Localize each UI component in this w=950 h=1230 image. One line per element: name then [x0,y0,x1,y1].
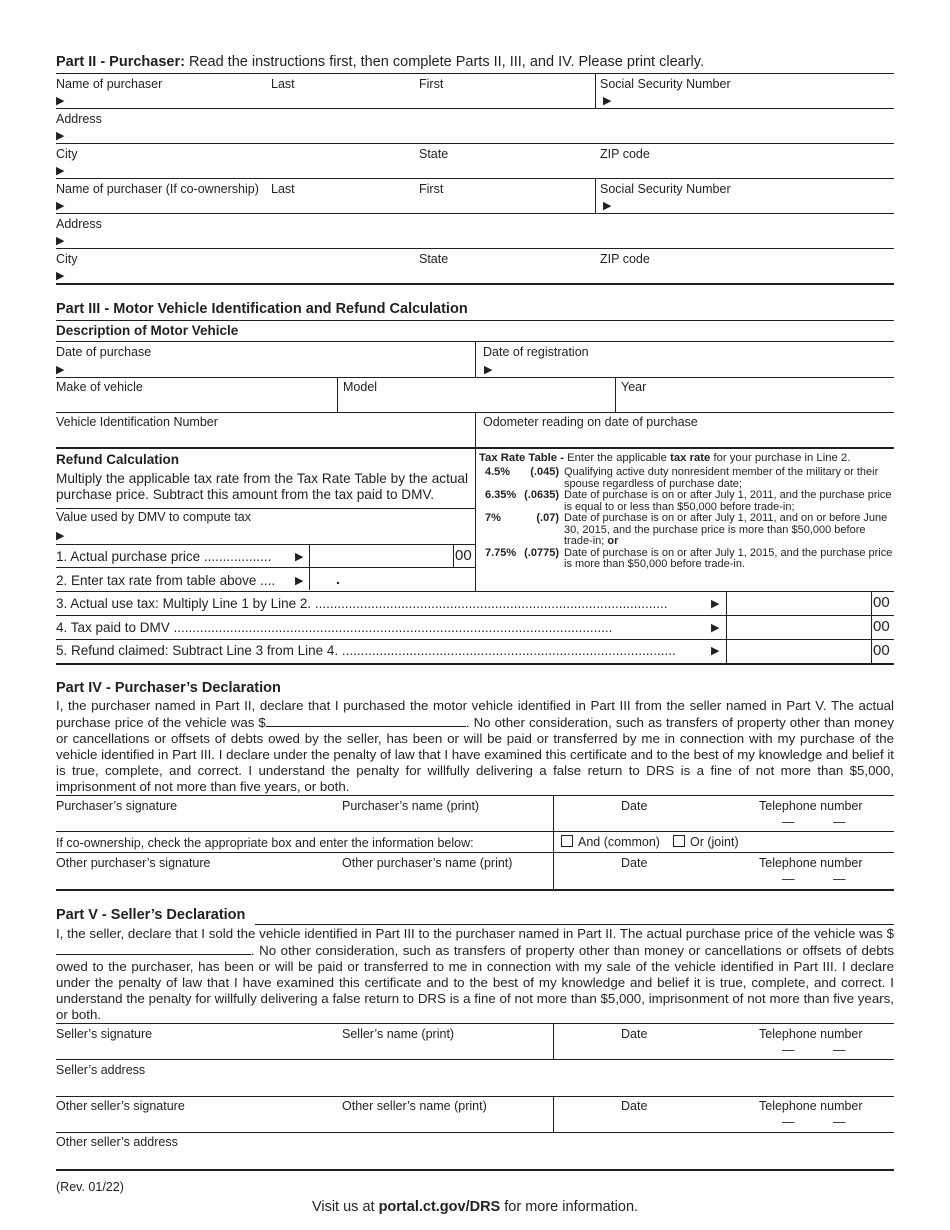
address-label: Address [56,217,102,231]
date-label: Date [621,799,648,813]
tax-rate-description-text: Date of purchase is on or after July 1, 2015, and the purchase price is more than $50,000 before trade-in. [564,546,893,570]
tax-rate-row [485,490,895,513]
tax-rate-decimal: (.0635) [524,489,559,501]
zip-label: ZIP code [600,147,650,161]
coowner-name-field[interactable] [74,195,589,212]
other-purchaser-name-label: Other purchaser’s name (print) [342,856,513,870]
other-purchaser-signature-field[interactable] [56,870,546,886]
year-label: Year [621,380,647,394]
divider [56,795,894,796]
line3-cents: 00 [873,594,890,611]
city-label: City [56,252,78,266]
footer-visit-b: for more information. [504,1199,639,1215]
ssn-label: Social Security Number [600,77,731,91]
refund-title: Refund Calculation [56,452,180,467]
part5-text-a: I, the seller, declare that I sold the vehicle identified in Part III to the purchaser named in Part II. The actual purchase price of the vehicle was $ [56,926,894,941]
divider [56,447,894,449]
divider [56,591,894,592]
last-name-label: Last [271,182,295,196]
coowner-address-field[interactable] [74,230,889,247]
or-joint-label: Or (joint) [690,835,739,849]
line4-cents: 00 [873,618,890,635]
phone-dash: — [833,815,846,829]
arrow-icon: ▶ [56,530,65,542]
arrow-icon: ▶ [56,364,65,376]
arrow-icon: ▶ [295,575,304,587]
arrow-icon: ▶ [56,200,65,212]
divider [553,796,554,831]
other-seller-address-label: Other seller’s address [56,1135,178,1149]
coowner-ssn-field[interactable] [620,195,890,212]
date-of-registration-label: Date of registration [483,345,589,359]
divider [56,73,894,74]
purchaser-city-field[interactable] [74,160,889,177]
divider [56,213,894,214]
tax-rate-description-text: Date of purchase is on or after July 1, 2011, and the purchase price is equal to or less than $50,000 before trade-in; [564,489,892,513]
tax-rate-percent: 7% [485,512,501,524]
line4-label: 4. Tax paid to DMV ..................................................................................................................... [56,620,613,635]
coowner-city-field[interactable] [74,265,889,282]
divider [56,639,894,640]
tax-rate-list [479,467,895,571]
seller-signature-field[interactable] [56,1041,546,1057]
footer-url-link[interactable]: portal.ct.gov/DRS [378,1199,501,1215]
divider [553,832,554,889]
line1-cents: 00 [455,547,472,564]
model-label: Model [343,380,378,394]
divider [553,1024,554,1059]
arrow-icon: ▶ [603,200,612,212]
vin-field[interactable] [56,430,470,446]
divider [56,143,894,144]
part4-title: Part IV - Purchaser’s Declaration [56,680,281,696]
odometer-field[interactable] [483,430,889,446]
divider [56,508,475,509]
tax-rate-row [485,467,895,490]
divider [453,545,454,567]
tax-rate-percent: 6.35% [485,489,517,501]
line2-label: 2. Enter tax rate from table above .... [56,573,276,588]
phone-dash: — [833,1115,846,1129]
description-title: Description of Motor Vehicle [56,323,239,338]
purchaser-name-print-label: Purchaser’s name (print) [342,799,480,813]
part2-heading [56,54,704,70]
divider [56,615,894,616]
city-label: City [56,147,78,161]
phone-dash: — [833,1043,846,1057]
name-of-purchaser-label: Name of purchaser [56,77,163,91]
tax-rate-description [564,548,895,571]
arrow-icon: ▶ [295,551,304,563]
seller-address-label: Seller’s address [56,1063,146,1077]
footer-visit-a: Visit us at [311,1199,375,1215]
make-field[interactable] [56,395,334,411]
divider [475,342,476,377]
tax-rate-description-text: Date of purchase is on or after July 1, 2011, and on or before June 30, 2015, and the purchase price is more than $50,000 before trade-in; [564,512,888,547]
other-seller-signature-field[interactable] [56,1114,546,1130]
divider [553,1097,554,1132]
purchaser-address-field[interactable] [74,125,889,142]
checkbox[interactable] [673,835,685,847]
tax-rate-suffix: or [607,535,619,547]
tax-rate-description [564,467,895,490]
tax-rate-percent: 7.75% [485,546,517,559]
purchase-price-field[interactable] [266,714,466,727]
dmv-value-field[interactable] [74,525,469,542]
line5-field[interactable] [729,641,868,661]
phone-dash: — [782,1115,795,1129]
purchaser-name-field[interactable] [74,90,589,107]
coowner-name-label: Name of purchaser (If co-ownership) [56,182,259,196]
purchaser-signature-label: Purchaser’s signature [56,799,178,813]
arrow-icon: ▶ [56,130,65,142]
divider [56,831,894,832]
arrow-icon: ▶ [56,165,65,177]
revision-date: (Rev. 01/22) [56,1180,124,1194]
refund-text: Multiply the applicable tax rate from the Tax Rate Table by the actual purchase price. Subtract this amount from the tax paid to DMV. [56,471,468,502]
seller-address-field[interactable] [56,1077,889,1094]
other-seller-name-label: Other seller’s name (print) [342,1099,487,1113]
tax-rate-description [564,513,895,548]
tax-rate-decimal: (.07) [536,512,559,524]
and-common-option[interactable] [561,835,660,849]
part2-instructions: Read the instructions first, then complete Parts II, III, and IV. Please print clearly. [188,54,704,70]
first-name-label: First [419,77,444,91]
line3-field[interactable] [729,593,868,613]
dmv-value-label: Value used by DMV to compute tax [56,510,252,524]
model-field[interactable] [343,395,611,411]
sale-price-field[interactable] [56,942,251,955]
telephone-label: Telephone number [759,1099,863,1113]
divider [56,1059,894,1060]
zip-label: ZIP code [600,252,650,266]
divider [56,889,894,891]
divider [56,1023,894,1024]
phone-dash: — [782,815,795,829]
or-joint-option[interactable] [673,835,739,849]
purchaser-signature-field[interactable] [56,813,546,829]
ssn-label: Social Security Number [600,182,731,196]
decimal-point: . [336,571,340,587]
part4-text-b: . No other consideration, such as transfers of property other than money or cancellations or offsets of debts owed by the seller, has been or will be paid or transferred by me in connection with my purchase of the vehicle identified in Part III. I declare under the penalty of law that I have examined this certificate and to the best of my knowledge and belief it is true, complete, and correct. I understand the penalty for willfully delivering a false return to DRS is a fine of not more than $5,000, imprisonment of not more than five years, or both. [56,715,894,794]
divider [56,320,894,321]
arrow-icon: ▶ [56,235,65,247]
divider [871,591,872,663]
part4-declaration [56,698,894,795]
line5-cents: 00 [873,642,890,659]
date-label: Date [621,1027,648,1041]
divider [56,108,894,109]
footer-visit [0,1199,950,1215]
telephone-label: Telephone number [759,1027,863,1041]
divider [56,377,894,378]
checkbox[interactable] [561,835,573,847]
state-label: State [419,147,449,161]
last-name-label: Last [271,77,295,91]
make-label: Make of vehicle [56,380,143,394]
other-seller-address-field[interactable] [56,1150,889,1167]
first-name-label: First [419,182,444,196]
address-label: Address [56,112,102,126]
line3-label: 3. Actual use tax: Multiply Line 1 by Line 2. .............................................................................................. [56,596,668,611]
arrow-icon: ▶ [711,622,720,634]
other-seller-signature-label: Other seller’s signature [56,1099,185,1113]
divider [56,1169,894,1171]
part3-title: Part III - Motor Vehicle Identification and Refund Calculation [56,301,468,317]
line1-field[interactable] [312,546,450,566]
odometer-label: Odometer reading on date of purchase [483,415,698,429]
part5-title: Part V - Seller’s Declaration [56,907,246,923]
arrow-icon: ▶ [56,95,65,107]
divider [337,378,338,412]
arrow-icon: ▶ [56,270,65,282]
line5-label: 5. Refund claimed: Subtract Line 3 from Line 4. ......................................................................................... [56,643,676,658]
tax-rate-table-title: Tax Rate Table - [479,452,564,464]
divider [595,74,596,108]
tax-rate-row [485,548,895,571]
divider [56,852,894,853]
tax-rate-percent: 4.5% [485,466,511,478]
tax-rate-intro-b: tax rate [670,452,711,464]
tax-rate-decimal: (.045) [530,466,559,478]
arrow-icon: ▶ [603,95,612,107]
divider [255,924,894,925]
phone-dash: — [833,872,846,886]
date-of-purchase-label: Date of purchase [56,345,152,359]
and-common-label: And (common) [578,835,660,849]
divider [56,1096,894,1097]
other-purchaser-signature-label: Other purchaser’s signature [56,856,211,870]
part5-declaration [56,926,894,1023]
date-label: Date [621,856,648,870]
date-of-registration-field[interactable] [502,359,890,376]
tax-rate-decimal: (.0775) [524,546,559,559]
part5-text-b: . No other consideration, such as transfers of property other than money or cancellations or offsets of debts owed to the purchaser, has been or will be paid or transferred to me in connection with my sale of the vehicle identified in Part III. I declare under the penalty of law that I have examined this certificate and to the best of my knowledge and belief it is true, complete, and correct. I understand the penalty for willfully delivering a false return to DRS is a fine of not more than $5,000, imprisonment of not more than five years, or both. [56,943,894,1022]
line4-field[interactable] [729,617,868,637]
divider [56,283,894,285]
divider [56,663,894,665]
arrow-icon: ▶ [711,598,720,610]
divider [56,1132,894,1133]
phone-dash: — [782,1043,795,1057]
divider [56,248,894,249]
part2-title: Part II - Purchaser: [56,54,185,70]
divider [475,413,476,591]
divider [56,178,894,179]
date-of-purchase-field[interactable] [74,359,469,376]
date-label: Date [621,1099,648,1113]
purchaser-ssn-field[interactable] [620,90,890,107]
seller-signature-label: Seller’s signature [56,1027,153,1041]
divider [56,567,475,568]
tax-rate-table [479,452,895,571]
arrow-icon: ▶ [484,364,493,376]
divider [615,378,616,412]
tax-rate-description [564,490,895,513]
divider [726,591,727,663]
year-field[interactable] [621,395,889,411]
phone-dash: — [782,872,795,886]
vin-label: Vehicle Identification Number [56,415,218,429]
tax-rate-intro-c: for your purchase in Line 2. [713,452,851,464]
telephone-label: Telephone number [759,856,863,870]
tax-rate-row [485,513,895,548]
coownership-instruction: If co-ownership, check the appropriate box and enter the information below: [56,836,474,850]
line1-label: 1. Actual purchase price .................. [56,549,272,564]
tax-rate-table-intro [479,452,895,465]
arrow-icon: ▶ [711,645,720,657]
seller-name-print-label: Seller’s name (print) [342,1027,455,1041]
state-label: State [419,252,449,266]
part4-text-a: I, the purchaser named in Part II, declare that I purchased the motor vehicle identified in Part III from the seller named in Part V. The actual purchase price of the vehicle was $ [56,698,894,730]
divider [56,544,475,545]
tax-rate-description-text: Qualifying active duty nonresident member of the military or their spouse regardless of purchase date; [564,466,879,490]
divider [595,179,596,213]
telephone-label: Telephone number [759,799,863,813]
tax-rate-intro-a: Enter the applicable [567,452,667,464]
